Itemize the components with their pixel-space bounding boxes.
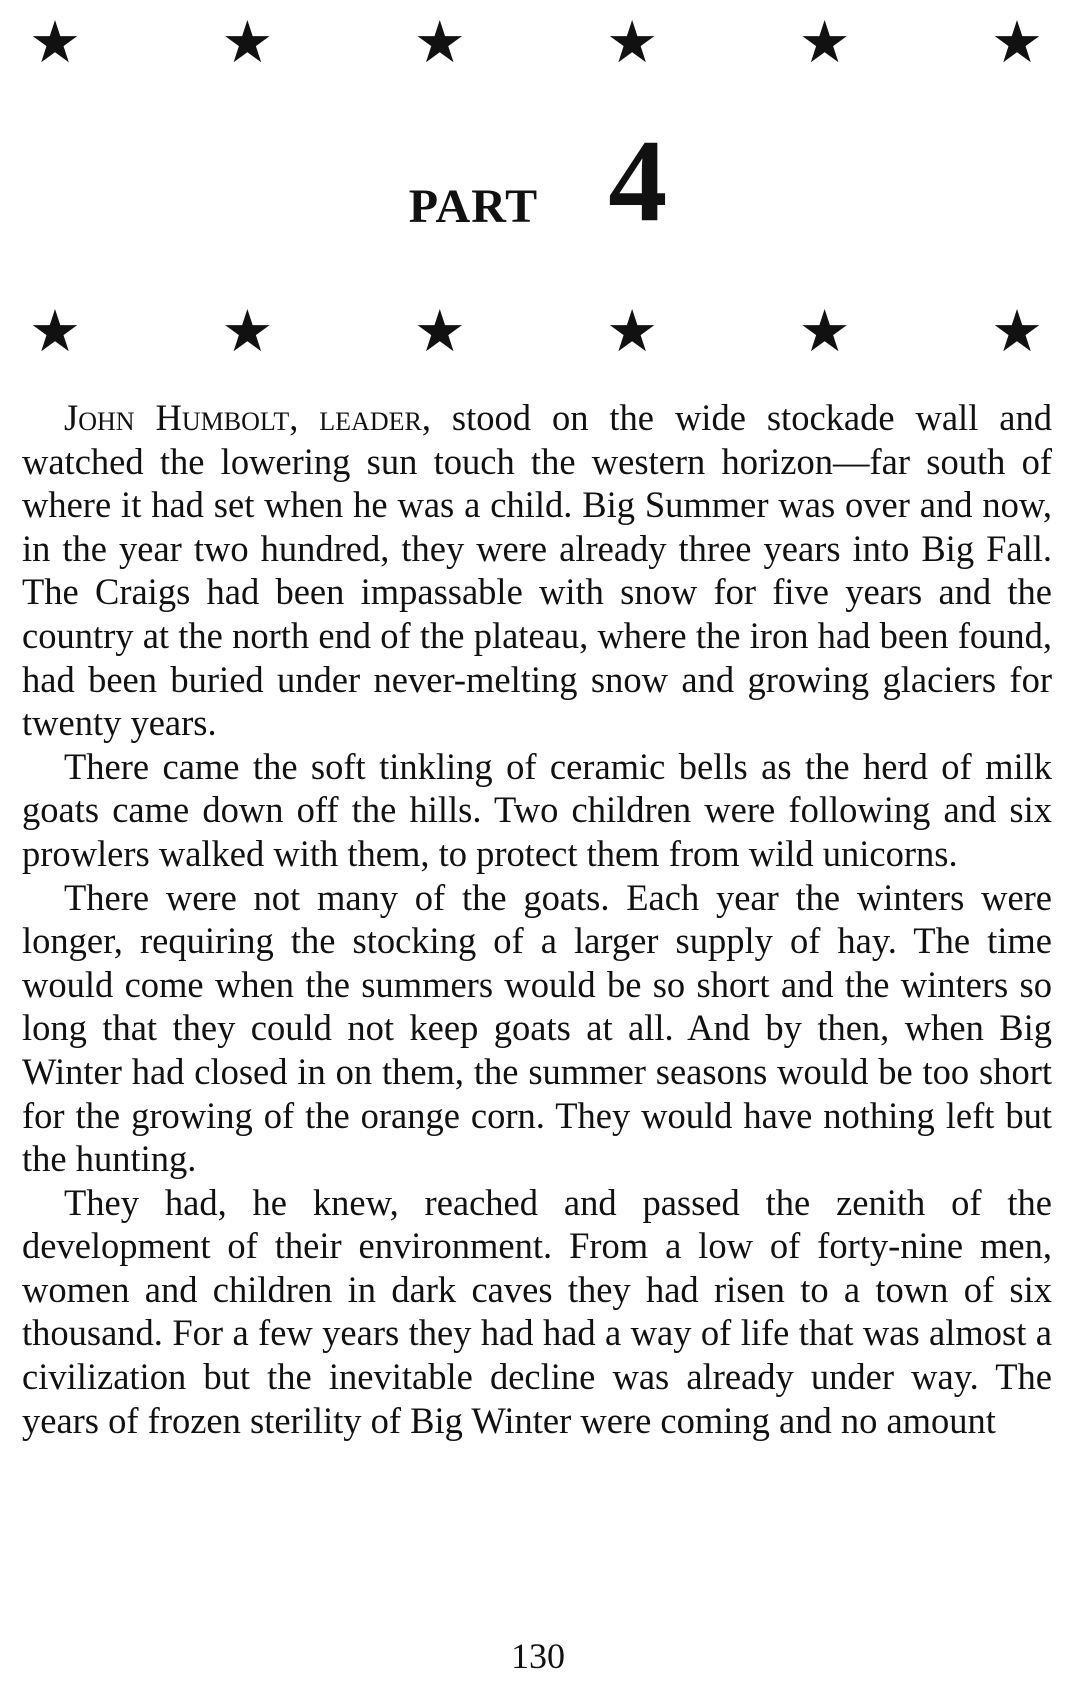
ornament-row-top — [26, 10, 1046, 75]
star-icon: ★ — [221, 10, 274, 75]
star-icon: ★ — [606, 10, 659, 75]
star-icon: ★ — [990, 10, 1043, 75]
star-icon: ★ — [990, 299, 1043, 364]
star-icon: ★ — [606, 299, 659, 364]
star-icon: ★ — [413, 299, 466, 364]
star-icon: ★ — [29, 299, 81, 364]
paragraph — [22, 396, 1052, 745]
paragraph — [22, 745, 1052, 876]
paragraph-text: There came the soft tinkling of ceramic bells as the herd of milk goats came down off the hills. Two children were following and six prowlers walked with them, to protect them from wild unicorns. — [22, 745, 1052, 874]
paragraph-lead: John Humbolt, leader, — [64, 397, 431, 438]
paragraph-text: They had, he knew, reached and passed the zenith of the development of their environment. From a low of forty-nine men, women and children in dark caves they had risen to a town of six thousand. For a few years they had had a way of life that was almost a civilization but the inevitable decline was already under way. The years of frozen sterility of Big Winter were coming and no amount — [22, 1181, 1052, 1441]
part-heading — [0, 115, 1076, 251]
paragraph — [22, 876, 1052, 1181]
star-icon: ★ — [29, 10, 81, 75]
star-icon: ★ — [798, 10, 851, 75]
star-icon: ★ — [413, 10, 466, 75]
paragraph-text: stood on the wide stockade wall and watched the lowering sun touch the western horizon—far south of where it had set when he was a child. Big Summer was over and now, in the year two hundred, they were already three years into Big Fall. The Craigs had been impassable with snow for five years and the country at the north end of the plateau, where the iron had been found, had been buried under never-melting snow and growing glaciers for twenty years. — [22, 397, 1052, 744]
body-text — [22, 396, 1052, 1442]
part-label: PART — [408, 180, 539, 233]
page-number: 130 — [511, 1636, 565, 1676]
part-number: 4 — [608, 115, 668, 246]
paragraph — [22, 1181, 1052, 1443]
ornament-row-bottom — [26, 299, 1046, 364]
paragraph-text: There were not many of the goats. Each year the winters were longer, requiring the stocking of a larger supply of hay. The time would come when the summers would be so short and the winters so long that they could not keep goats at all. And by then, when Big Winter had closed in on them, the summer seasons would be too short for the growing of the orange corn. They would have nothing left but the hunting. — [22, 876, 1052, 1180]
star-icon: ★ — [798, 299, 851, 364]
star-icon: ★ — [221, 299, 274, 364]
